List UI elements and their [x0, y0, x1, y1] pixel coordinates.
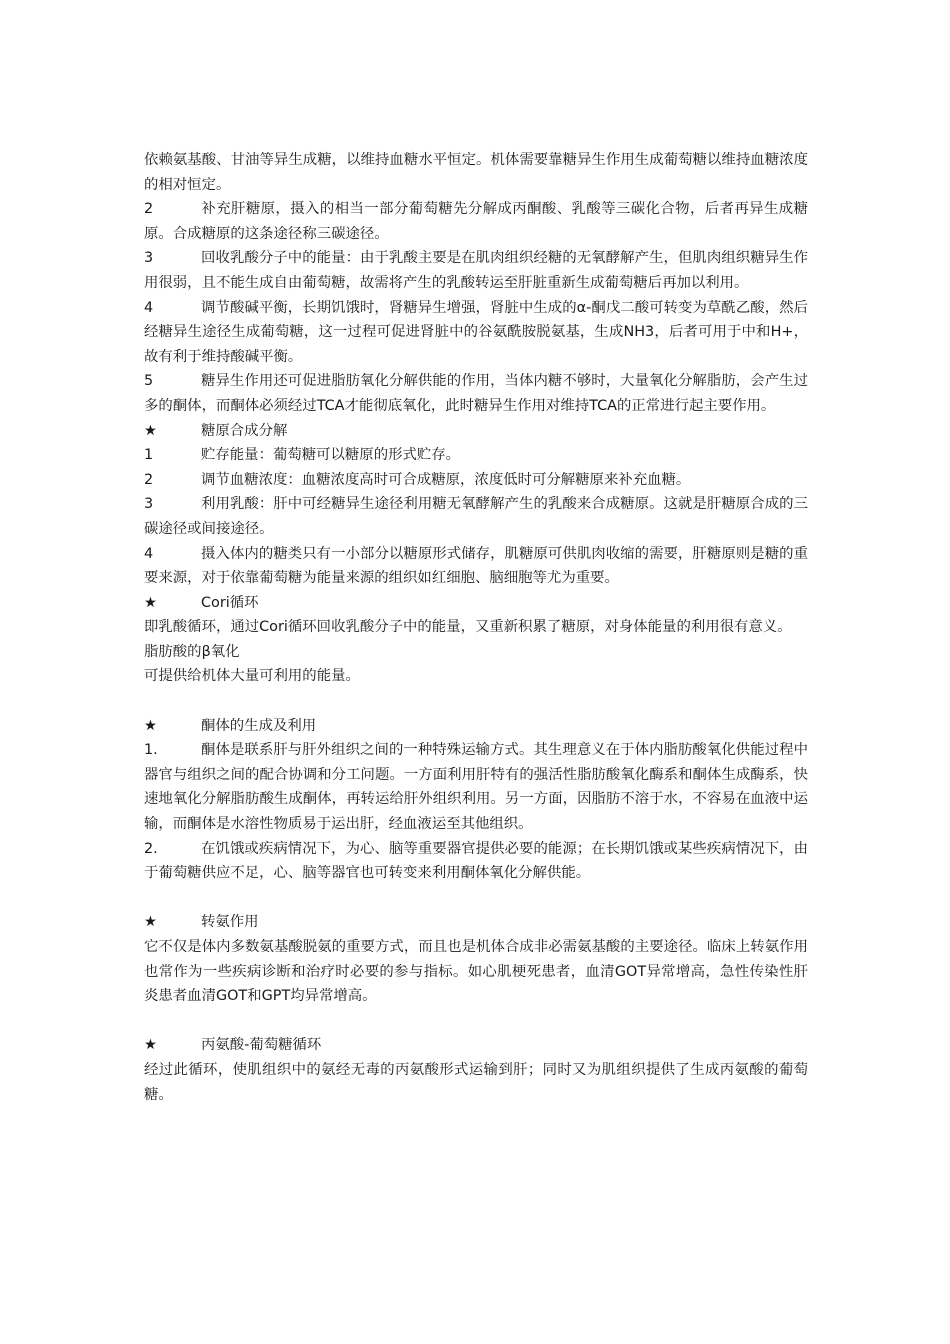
blank-line — [144, 689, 808, 714]
item-number: 2 — [144, 201, 154, 218]
paragraph-text: 经过此循环，使肌组织中的氨经无毒的丙氨酸形式运输到肝；同时又为肌组织提供了生成丙氨酸的葡萄糖。 — [144, 1061, 808, 1103]
list-item — [144, 197, 808, 246]
item-number: 2 — [144, 471, 154, 488]
item-number: 2. — [144, 840, 158, 857]
paragraph — [144, 935, 808, 1009]
star-bullet: ★ — [144, 1037, 157, 1054]
item-number: 5 — [144, 373, 154, 390]
paragraph-text: Cori循环 — [201, 594, 259, 611]
paragraph-text: 脂肪酸的β氧化 — [144, 643, 240, 660]
list-item — [144, 738, 808, 836]
paragraph-text: 贮存能量：葡萄糖可以糖原的形式贮存。 — [201, 447, 461, 464]
paragraph-text: 调节血糖浓度：血糖浓度高时可合成糖原，浓度低时可分解糖原来补充血糖。 — [201, 471, 691, 488]
list-item — [144, 369, 808, 418]
item-number: 1. — [144, 742, 158, 759]
blank-line — [144, 886, 808, 911]
paragraph-text: 调节酸碱平衡，长期饥饿时，肾糖异生增强，肾脏中生成的α-酮戊二酸可转变为草酰乙酸，然后经糖异生途径生成葡萄糖，这一过程可促进肾脏中的谷氨酰胺脱氨基，生成NH3，后者可用于中和H+，故有利于维持酸碱平衡。 — [144, 299, 808, 365]
paragraph-text: 酮体是联系肝与肝外组织之间的一种特殊运输方式。其生理意义在于体内脂肪酸氧化供能过程中器官与组织之间的配合协调和分工问题。一方面利用肝特有的强活性脂肪酸氧化酶系和酮体生成酶系，快速地氧化分解脂肪酸生成酮体，再转运给肝外组织利用。另一方面，因脂肪不溶于水，不容易在血液中运输，而酮体是水溶性物质易于运出肝，经血液运至其他组织。 — [144, 742, 808, 833]
paragraph-text: 酮体的生成及利用 — [201, 717, 317, 734]
item-number: 3 — [144, 496, 154, 513]
paragraph-text: 回收乳酸分子中的能量：由于乳酸主要是在肌肉组织经糖的无氧酵解产生，但肌肉组织糖异生作用很弱，且不能生成自由葡萄糖，故需将产生的乳酸转运至肝脏重新生成葡萄糖后再加以利用。 — [144, 250, 808, 291]
paragraph — [144, 148, 808, 197]
list-item — [144, 419, 808, 444]
star-bullet: ★ — [144, 914, 157, 931]
paragraph-text: 丙氨酸-葡萄糖循环 — [201, 1037, 322, 1054]
list-item — [144, 246, 808, 295]
item-number: 4 — [144, 545, 154, 562]
list-item — [144, 1033, 808, 1058]
paragraph-text: 利用乳酸：肝中可经糖异生途径利用糖无氧酵解产生的乳酸来合成糖原。这就是肝糖原合成的三碳途径或间接途径。 — [144, 496, 808, 537]
list-item — [144, 296, 808, 370]
list-item — [144, 837, 808, 886]
paragraph-text: 转氨作用 — [201, 914, 259, 931]
star-bullet: ★ — [144, 717, 157, 734]
star-bullet: ★ — [144, 422, 157, 439]
document-page — [144, 148, 808, 1107]
paragraph-text: 补充肝糖原，摄入的相当一部分葡萄糖先分解成丙酮酸、乳酸等三碳化合物，后者再异生成糖原。合成糖原的这条途径称三碳途径。 — [144, 201, 808, 242]
list-item — [144, 714, 808, 739]
paragraph — [144, 664, 808, 689]
paragraph — [144, 615, 808, 640]
paragraph-text: 摄入体内的糖类只有一小部分以糖原形式储存，肌糖原可供肌肉收缩的需要，肝糖原则是糖的重要来源，对于依靠葡萄糖为能量来源的组织如红细胞、脑细胞等尤为重要。 — [144, 545, 808, 587]
list-item — [144, 591, 808, 616]
list-item — [144, 910, 808, 935]
list-item — [144, 542, 808, 591]
item-number: 3 — [144, 250, 154, 267]
paragraph — [144, 640, 808, 665]
list-item — [144, 468, 808, 493]
paragraph-text: 在饥饿或疾病情况下，为心、脑等重要器官提供必要的能源；在长期饥饿或某些疾病情况下，由于葡萄糖供应不足，心、脑等器官也可转变来利用酮体氧化分解供能。 — [144, 840, 808, 882]
item-number: 1 — [144, 447, 154, 464]
paragraph-text: 可提供给机体大量可利用的能量。 — [144, 668, 360, 685]
list-item — [144, 443, 808, 468]
paragraph-text: 糖原合成分解 — [201, 422, 288, 439]
star-bullet: ★ — [144, 594, 157, 611]
paragraph-text: 糖异生作用还可促进脂肪氧化分解供能的作用，当体内糖不够时，大量氧化分解脂肪，会产生过多的酮体，而酮体必须经过TCA才能彻底氧化，此时糖异生作用对维持TCA的正常进行起主要作用。 — [144, 373, 808, 414]
paragraph-text: 即乳酸循环，通过Cori循环回收乳酸分子中的能量，又重新积累了糖原，对身体能量的利用很有意义。 — [144, 619, 792, 636]
paragraph — [144, 1058, 808, 1107]
paragraph-text: 它不仅是体内多数氨基酸脱氨的重要方式，而且也是机体合成非必需氨基酸的主要途径。临床上转氨作用也常作为一些疾病诊断和治疗时必要的参与指标。如心肌梗死患者，血清GOT异常增高，急性传染性肝炎患者血清GOT和GPT均异常增高。 — [144, 939, 808, 1005]
paragraph-text: 依赖氨基酸、甘油等异生成糖，以维持血糖水平恒定。机体需要靠糖异生作用生成葡萄糖以维持血糖浓度的相对恒定。 — [144, 152, 808, 193]
item-number: 4 — [144, 299, 154, 316]
list-item — [144, 492, 808, 541]
blank-line — [144, 1009, 808, 1034]
